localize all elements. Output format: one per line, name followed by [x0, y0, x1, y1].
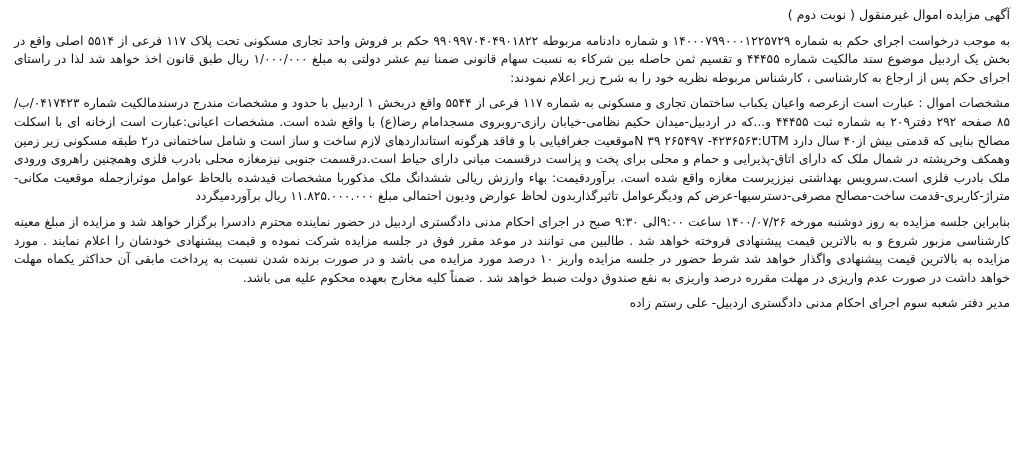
- notice-title: آگهی مزایده اموال غیرمنقول ( نوبت دوم ): [787, 7, 1010, 22]
- paragraph-property-specs: مشخصات اموال : عبارت است ازعرصه واعیان یکباب ساختمان تجاری و مسکونی به شماره ۱۱۷ فرعی از ۵۵۴۴ واقع دربخش ۱ اردبیل با حدود و مشخصات مندرج درسندمالکیت شماره ۰۴۱۷۴۲۳/ب/۸۵ صفحه ۲۹۲ دفتر۲۰۹ به شماره ثبت ۴۴۴۵۵ و...که در اردبیل-میدان حکیم نظامی-خیابان رازی-روبروی مسجدامام رضا(ع) با واقع شده است. مشخصات اعیانی:عبارت است ازخانه ای با اسکلت مصالح بنایی که قدمتی بیش از۴۰ سال دارد N ۳۹ ۲۶۵۴۹۷ -۴۲۳۶۵۶۳:UTMموقعیت جغرافیایی با و فاقد هرگونه استانداردهای لازم ساخت و ساز است و شامل ساختمانی در۲ طبقه مسکونی زیر زمین وهمکف وخرپشته در شمال ملک که دارای اتاق-پذیرایی و حمام و محلی برای پخت و پزاست درقسمت میانی دارای حیاط است.درقسمت جنوبی نیزمغازه محلی بادرب فلزی وهمچنین راهروی ورودی ملک بادرب فلزی است.سرویس بهداشتی نیززیرست مغازه واقع شده است. برآوردقیمت: بهاء وارزش ریالی ششدانگ ملک مذکوربا مشخصات قیدشده بالحاظ عوامل موثرازجمله موقعیت مکانی-متراژ-کاربری-قدمت ساخت-مصالح مصرفی-دسترسیها-عرض کم ودیگرعوامل تاثیرگذاربدون لحاظ عوارض ودیون احتمالی مبلغ ۱۱.۸۲۵.۰۰۰.۰۰۰ ریال برآوردمیگردد: [14, 96, 1011, 204]
- paragraph-court-order: به موجب درخواست اجرای حکم به شماره ۱۴۰۰۰۷۹۹۰۰۰۱۲۲۵۷۲۹ و شماره دادنامه مربوطه ۹۹۰۹۹۷۰۴۰۴۹۰۱۸۲۲ حکم بر فروش واحد تجاری مسکونی تحت پلاک ۱۱۷ فرعی از ۵۵۱۴ اصلی واقع در بخش یک اردبیل موضوع سند مالکیت شماره ۴۴۴۵۵ و تقسیم ثمن حاصله بین شرکاء به نسبت سهام قانونی ضمنا نیم عشر دولتی به مبلغ ۱/۰۰۰/۰۰۰ ریال طبق قانون اخذ خواهد شد لذا در راستای اجرای حکم پس از ارجاع به کارشناسی ، کارشناس مربوطه نظریه خود را به شرح زیر اعلام نمودند:: [14, 33, 1010, 85]
- paragraph-auction-terms: بنابراین جلسه مزایده به روز دوشنبه مورخه ۱۴۰۰/۰۷/۲۶ ساعت ۹:۰۰الی ۹:۳۰ صبح در اجرای احکام مدنی دادگستری اردبیل در حضور نماینده محترم دادسرا برگزار خواهد شد و مزایده از مبلغ معینه کارشناسی مزبور شروع و به بالاترین قیمت پیشنهادی فروخته خواهد شد . طالبین می توانند در موعد مقرر فوق در جلسه مزایده شرکت نموده و قیمت پیشنهادی خودشان را اعلام نمایند . مورد مزایده به بالاترین قیمت پیشنهادی واگذار خواهد شد شرط حضور در جلسه مزایده واریز ۱۰ درصد مورد مزایده می باشد و در صورت برنده شدن نسبت به پرداخت مابقی آن حداکثر یکماه مهلت خواهد داشت در صورت عدم واریزی در مهلت مقرره درصد واریزی به نفع صندوق دولت ضبط خواهد شد . ضمناً کلیه مخارج بعهده محکوم علیه می باشد.: [14, 214, 1010, 285]
- signature-line: مدیر دفتر شعبه سوم اجرای احکام مدنی دادگستری اردبیل- علی رستم زاده: [629, 296, 1010, 311]
